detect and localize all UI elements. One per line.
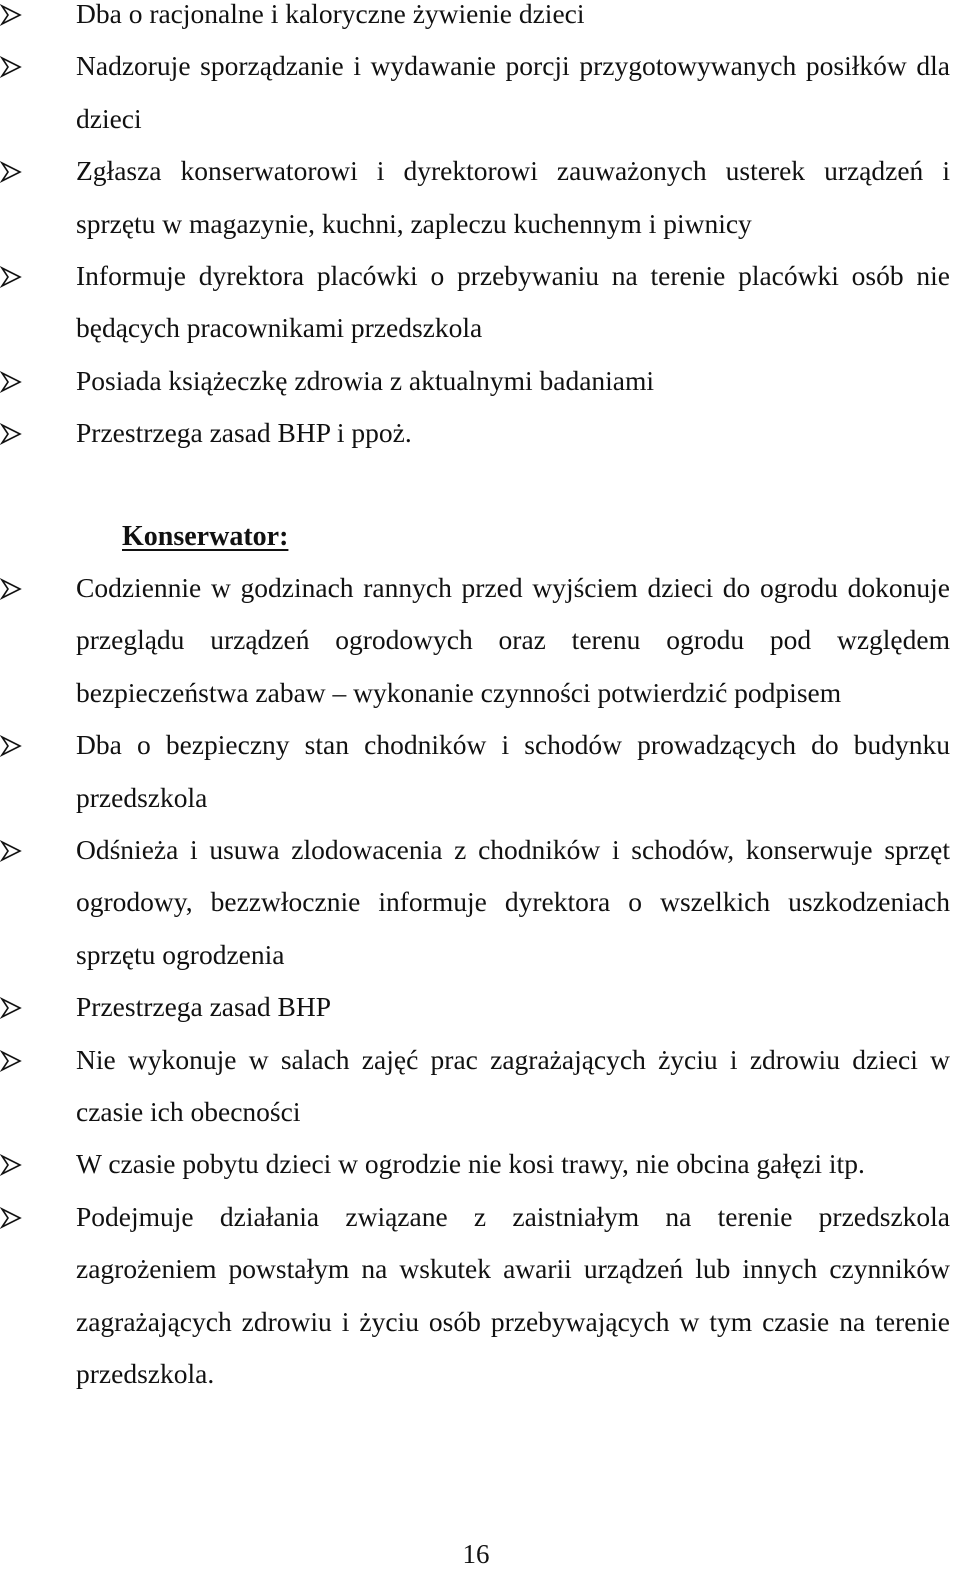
arrowhead-bullet-icon <box>0 56 22 78</box>
list-item-text: Dba o racjonalne i kaloryczne żywienie dzieci <box>76 0 585 29</box>
list-item <box>0 355 960 407</box>
list-item <box>0 250 960 355</box>
arrowhead-bullet-icon <box>0 735 22 757</box>
list-item-text: Posiada książeczkę zdrowia z aktualnymi badaniami <box>76 364 655 396</box>
list-item-text: Informuje dyrektora placówki o przebywaniu na terenie placówki osób nie będących pracownikami przedszkola <box>76 260 950 344</box>
page-number: 16 <box>462 1539 490 1569</box>
list-item <box>0 1191 960 1401</box>
list-item-text: Codziennie w godzinach rannych przed wyjściem dzieci do ogrodu dokonuje przeglądu urządzeń ogrodowych oraz terenu ogrodu pod względem bezpieczeństwa zabaw – wykonanie czynności potwierdzić podpisem <box>76 572 950 708</box>
list-item-text: Dba o bezpieczny stan chodników i schodów prowadzących do budynku przedszkola <box>76 729 950 813</box>
list-item-text: Podejmuje działania związane z zaistniałym na terenie przedszkola zagrożeniem powstałym na wskutek awarii urządzeń lub innych czynników zagrażających zdrowiu i życiu osób przebywających w tym czasie na terenie przedszkola. <box>76 1200 950 1390</box>
arrowhead-bullet-icon <box>0 423 22 445</box>
arrowhead-bullet-icon <box>0 4 22 26</box>
list-item <box>0 0 960 40</box>
arrowhead-bullet-icon <box>0 840 22 862</box>
list-item-text: Przestrzega zasad BHP i ppoż. <box>76 417 412 449</box>
section-heading: Konserwator: <box>122 521 289 552</box>
list-item <box>0 981 960 1033</box>
list-item-text: Nie wykonuje w salach zajęć prac zagrażających życiu i zdrowiu dzieci w czasie ich obecności <box>76 1043 950 1128</box>
arrowhead-bullet-icon <box>0 578 22 600</box>
arrowhead-bullet-icon <box>0 1050 22 1072</box>
list-item-text: Zgłasza konserwatorowi i dyrektorowi zauważonych usterek urządzeń i sprzętu w magazynie, kuchni, zapleczu kuchennym i piwnicy <box>76 155 950 239</box>
list-item-text: Odśnieża i usuwa zlodowacenia z chodników i schodów, konserwuje sprzęt ogrodowy, bezzwłocznie informuje dyrektora o wszelkich uszkodzeniach sprzętu ogrodzenia <box>76 834 950 970</box>
list-item <box>0 1138 960 1190</box>
arrowhead-bullet-icon <box>0 1207 22 1229</box>
arrowhead-bullet-icon <box>0 371 22 393</box>
list-item-text: Przestrzega zasad BHP <box>76 991 332 1023</box>
list-item <box>0 40 960 145</box>
arrowhead-bullet-icon <box>0 266 22 288</box>
list-item <box>0 145 960 250</box>
list-item-text: Nadzoruje sporządzanie i wydawanie porcji przygotowywanych posiłków dla dzieci <box>76 50 950 134</box>
arrowhead-bullet-icon <box>0 997 22 1019</box>
list-item <box>0 562 960 719</box>
arrowhead-bullet-icon <box>0 1154 22 1176</box>
list-item <box>0 1034 960 1139</box>
duties-list-top <box>0 0 960 460</box>
list-item <box>0 824 960 981</box>
list-item <box>0 719 960 824</box>
list-item <box>0 407 960 459</box>
duties-list-bottom <box>0 562 960 1401</box>
arrowhead-bullet-icon <box>0 161 22 183</box>
list-item-text: W czasie pobytu dzieci w ogrodzie nie kosi trawy, nie obcina gałęzi itp. <box>76 1148 865 1180</box>
